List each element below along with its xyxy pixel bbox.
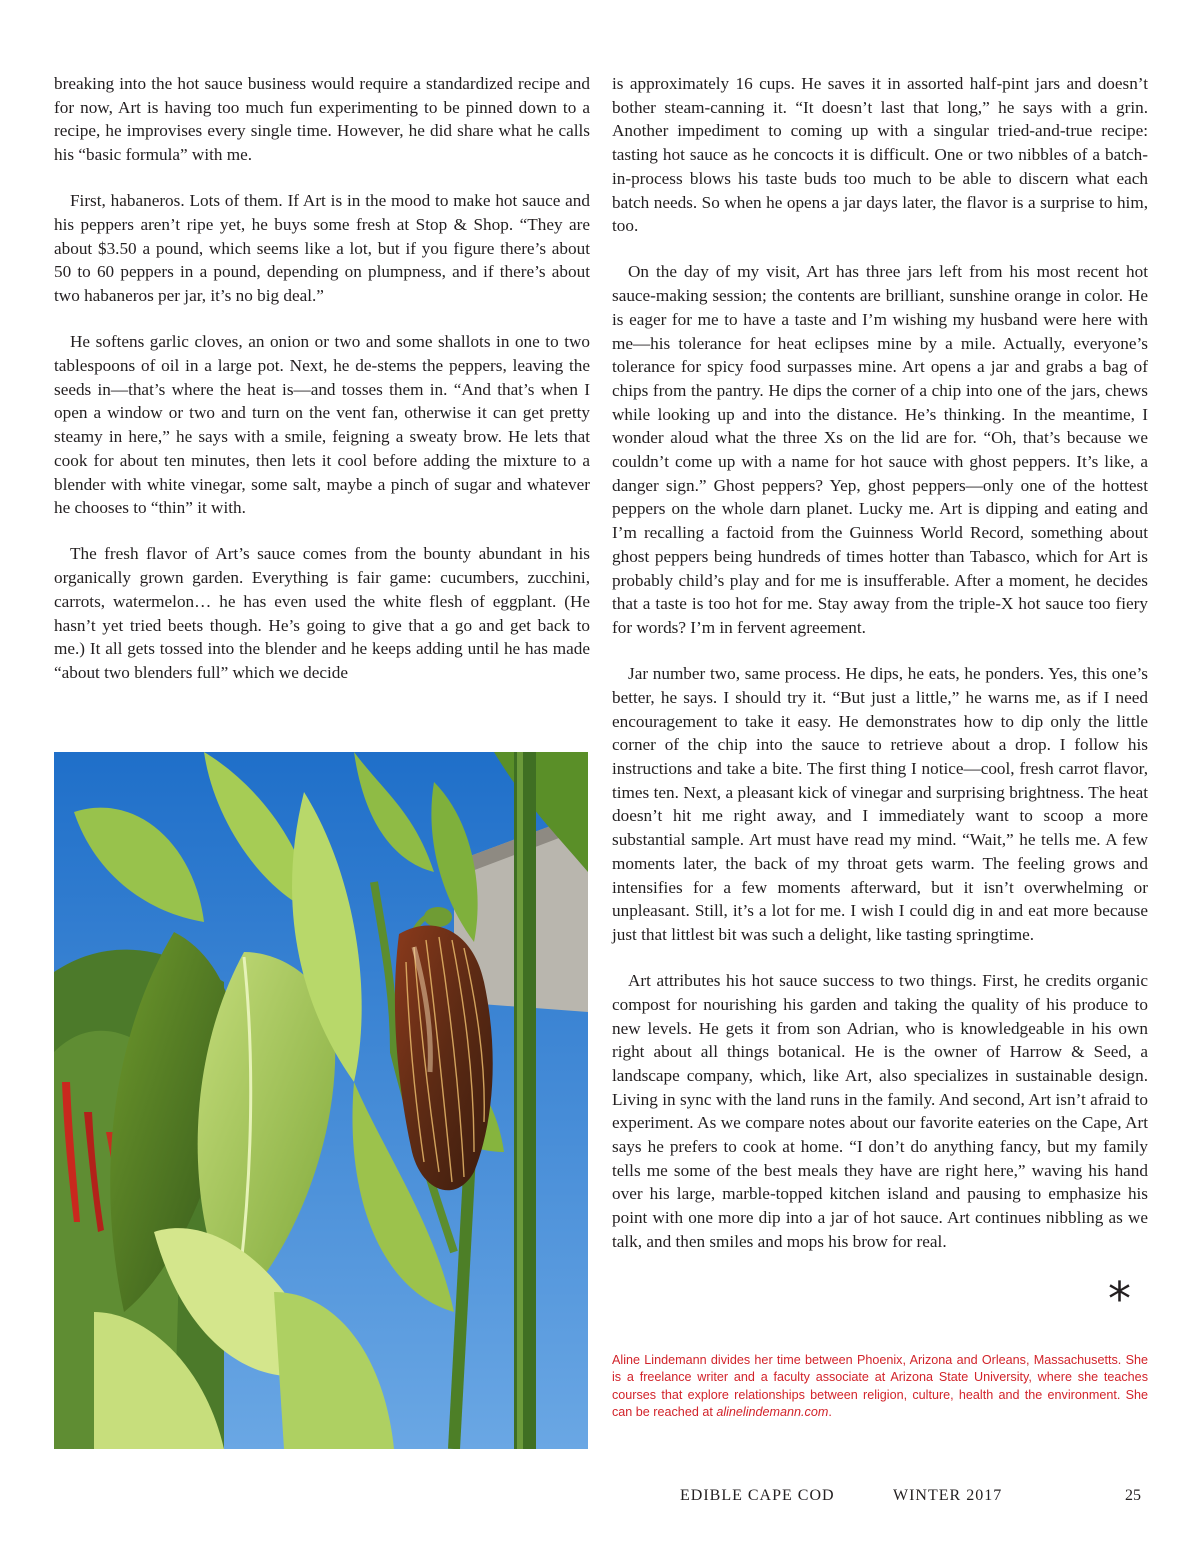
article-paragraph: First, habaneros. Lots of them. If Art is in the mood to make hot sauce and his peppers aren’t ripe yet, he buys some fresh at Stop & Shop. “They are about $3.50 a pound, which seems like a lot, but if you figure there’s about 50 to 60 peppers in a pound, depending on plumpness, and if there’s about two habaneros per jar, it’s no big deal.” bbox=[54, 191, 590, 306]
pepper-plant-photo bbox=[54, 752, 588, 1449]
article-right-column bbox=[612, 72, 1148, 1276]
author-bio-text: Aline Lindemann divides her time between Phoenix, Arizona and Orleans, Massachusetts. She is a freelance writer and a faculty associate at Arizona State University, where she teaches courses that explore relationships between religion, culture, health and the environment. She can be reached at bbox=[612, 1353, 1148, 1420]
article-paragraph: Jar number two, same process. He dips, he eats, he ponders. Yes, this one’s better, he says. I should try it. “But just a little,” he warns me, as if I need encouragement to take it easy. He demonstrates how to dip only the little corner of the chip into the sauce to retrieve about a drop. I follow his instructions and take a bite. The first thing I notice—cool, fresh carrot flavor, times ten. Next, a pleasant kick of vinegar and surprising brightness. The heat doesn’t hit me right away, and I immediately want to scoop a more substantial sample. Art must have read my mind. “Wait,” he tells me. A few moments later, the back of my throat gets warm. The feeling grows and intensifies for a few moments afterward, but it isn’t overwhelming or unpleasant. Still, it’s a lot for me. I wish I could dig in and eat more because just that littlest bit was such a delight, like tasting springtime. bbox=[612, 664, 1148, 944]
article-paragraph: He softens garlic cloves, an onion or two and some shallots in one to two tablespoons of oil in a large pot. Next, he de-stems the peppers, leaving the seeds in—that’s where the heat is—and tosses them in. “And that’s when I open a window or two and turn on the vent fan, otherwise it can get pretty steamy in here,” he says with a smile, feigning a sweaty brow. He lets that cook for about ten minutes, then lets it cool before adding the mixture to a blender with white vinegar, some salt, maybe a pinch of sugar and whatever he chooses to “thin” it with. bbox=[54, 332, 590, 518]
article-paragraph: The fresh flavor of Art’s sauce comes from the bounty abundant in his organically grown garden. Everything is fair game: cucumbers, zucchini, carrots, watermelon… he has even used the white flesh of eggplant. (He hasn’t yet tried beets though. He’s going to give that a go and get back to me.) It all gets tossed into the blender and he keeps adding until he has made “about two blenders full” which we decide bbox=[54, 544, 590, 682]
article-paragraph: breaking into the hot sauce business would require a standardized recipe and for now, Art is having too much fun experimenting to be pinned down to a recipe, he improvises every single time. However, he did share what he calls his “basic formula” with me. bbox=[54, 74, 590, 165]
footer-issue: WINTER 2017 bbox=[893, 1487, 1003, 1504]
article-paragraph: is approximately 16 cups. He saves it in assorted half-pint jars and doesn’t bother steam-canning it. “It doesn’t last that long,” he says with a grin. Another impediment to coming up with a singular tried-and-true recipe: tasting hot sauce as he concocts it is difficult. One or two nibbles of a batch-in-process blows his taste buds too much to be able to discern what each batch needs. So when he opens a jar days later, the flavor is a surprise to him, too. bbox=[612, 74, 1148, 236]
article-paragraph: On the day of my visit, Art has three jars left from his most recent hot sauce-making session; the contents are brilliant, sunshine orange in color. He is eager for me to have a taste and I’m wishing my husband were here with me—his tolerance for heat eclipses mine by a mile. Actually, everyone’s tolerance for spicy food surpasses mine. Art opens a jar and grabs a bag of chips from the pantry. He dips the corner of a chip into one of the jars, chews while looking up and into the distance. He’s thinking. In the meantime, I wonder aloud what the three Xs on the lid are for. “Oh, that’s because we couldn’t come up with a name for hot sauce with ghost peppers. It’s like, a danger sign.” Ghost peppers? Yep, ghost peppers—only one of the hottest peppers on the whole darn planet. Lucky me. Art is dipping and eating and I’m recalling a factoid from the Guinness World Record, something about ghost peppers being hundreds of times hotter than Tabasco, which for Art is probably child’s play and for me is insufferable. After a moment, he decides that a taste is too hot for me. Stay away from the triple-X hot sauce too fiery for words? I’m in fervent agreement. bbox=[612, 262, 1148, 637]
author-website-link[interactable]: alinelindemann.com bbox=[716, 1405, 829, 1420]
author-bio-end: . bbox=[828, 1405, 832, 1420]
footer-page-number: 25 bbox=[1125, 1487, 1141, 1504]
article-left-column bbox=[54, 72, 590, 707]
author-bio bbox=[612, 1352, 1148, 1422]
end-of-article-asterisk-icon: * bbox=[1108, 1272, 1131, 1326]
article-paragraph: Art attributes his hot sauce success to two things. First, he credits organic compost for nourishing his garden and taking the quality of his produce to new levels. He gets it from son Adrian, who is knowledgeable in his own right about all things botanical. He is the owner of Harrow & Seed, a landscape company, which, like Art, also specializes in sustainable design. Living in sync with the land runs in the family. And second, Art isn’t afraid to experiment. As we compare notes about our favorite eateries on the Cape, Art says he prefers to cook at home. “I don’t do anything fancy, but my family tells me some of the best meals they have are right here,” waving his hand over his large, marble-topped kitchen island and pausing to emphasize his point with one more dip into a jar of hot sauce. Art continues nibbling as we talk, and then smiles and mops his brow for real. bbox=[612, 971, 1148, 1251]
footer-publication: EDIBLE CAPE COD bbox=[680, 1487, 835, 1504]
